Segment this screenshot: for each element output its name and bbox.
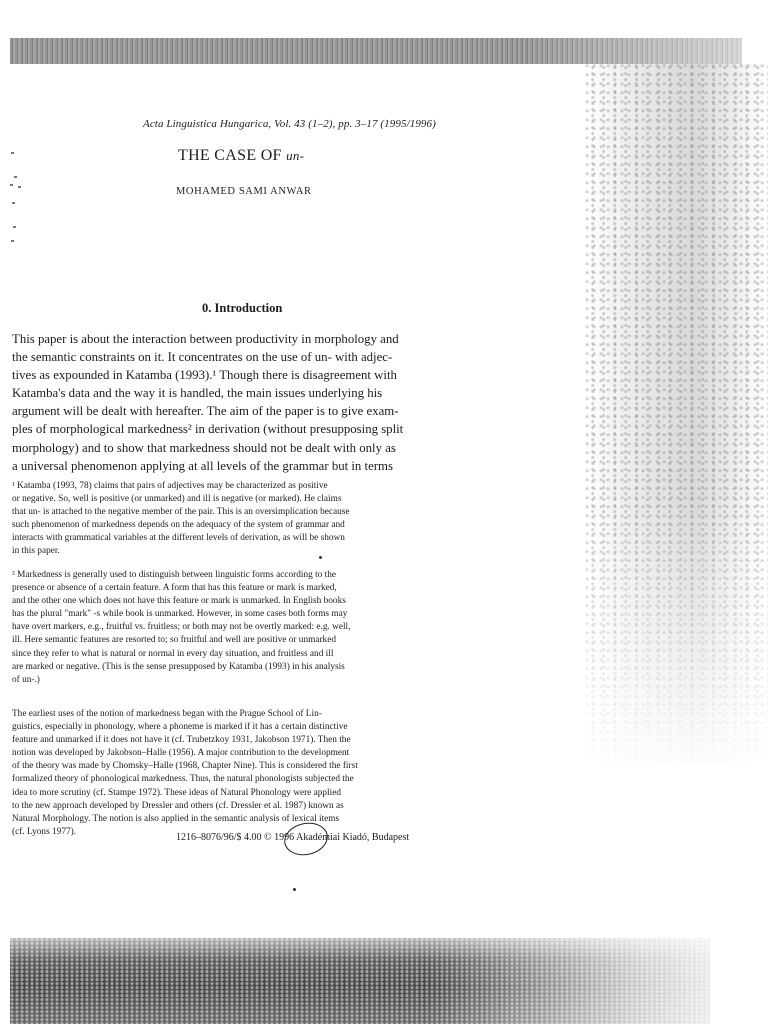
body-line: tives as expounded in Katamba (1993).¹ Though there is disagreement with [12,368,397,383]
footnote-line: such phenomenon of markedness depends on the adequacy of the system of grammar and [12,520,345,531]
footnote-line: to the new approach developed by Dressler and others (cf. Dressler et al. 1987) known as [12,800,344,811]
footnote-line: that un- is attached to the negative member of the pair. This is an oversimplication because [12,507,350,518]
section-heading: 0. Introduction [202,301,283,315]
body-line: morphology) and to show that markedness should not be dealt with only as [12,440,396,455]
footnote-line: are marked or negative. (This is the sense presupposed by Katamba (1993) in his analysis [12,661,345,672]
stray-dot [293,888,296,891]
footnote-line: (cf. Lyons 1977). [12,826,77,837]
paper-title-main: THE CASE OF [178,147,282,164]
footnote-line: The earliest uses of the notion of markedness began with the Prague School of Lin- [12,709,322,719]
footnote-line: ill. Here semantic features are resorted to; so fruitful and well are positive or unmarked [12,635,336,646]
stray-dot [319,556,322,559]
publication-footer: 1216–8076/96/$ 4.00 © 1996 Akadémiai Kiadó, Budapest [176,832,410,843]
body-line: the semantic constraints on it. It concentrates on the use of un- with adjec- [12,350,393,365]
footnote-line: Natural Morphology. The notion is also applied in the semantic analysis of lexical items [12,813,340,824]
paper-title [178,147,304,165]
body-line: ples of morphological markedness² in derivation (without presupposing split [12,422,404,437]
footnote-line: ¹ Katamba (1993, 78) claims that pairs of adjectives may be characterized as positive [12,481,328,491]
footnote-line: interacts with grammatical variables at the different levels of derivation, as will be shown [12,533,345,544]
footnote-line: of un-.) [12,674,40,685]
footnote-2-continuation [12,708,480,839]
author-name: MOHAMED SAMI ANWAR [176,186,312,197]
footnote-2 [12,569,480,687]
footnote-line: guistics, especially in phonology, where a phoneme is marked if it has a certain distinctive [12,722,348,733]
footnote-line: formalized theory of phonological markedness. Thus, the natural phonologists subjected the [12,774,354,785]
body-paragraph [12,330,482,475]
body-line: a universal phenomenon applying at all levels of the grammar but in terms [12,458,393,473]
footnote-line: presence or absence of a certain feature. A form that has this feature or mark is marked, [12,583,337,594]
journal-header: Acta Linguistica Hungarica, Vol. 43 (1–2), pp. 3–17 (1995/1996) [143,118,436,130]
paper-title-italic: un- [286,148,305,163]
footnote-line: notion was developed by Jakobson–Halle (1956). A major contribution to the development [12,748,350,759]
footnote-line: idea to more scrutiny (cf. Stampe 1972). These ideas of Natural Phonology were applied [12,787,341,798]
footnote-line: feature and unmarked if it does not have it (cf. Trubetzkoy 1931, Jakobson 1971). Then the [12,735,351,746]
footnote-line: in this paper. [12,546,60,557]
footnote-line: or negative. So, well is positive (or unmarked) and ill is negative (or marked). He claims [12,494,342,505]
footnote-line: and the other one which does not have this feature or mark is unmarked. In English books [12,596,346,607]
footnote-1 [12,480,480,559]
footnote-line: of the theory was made by Chomsky–Halle (1968, Chapter Nine). This is considered the first [12,761,358,772]
body-line: This paper is about the interaction between productivity in morphology and [12,332,399,346]
body-line: argument will be dealt with hereafter. The aim of the paper is to give exam- [12,404,399,419]
footnote-line: ² Markedness is generally used to distinguish between linguistic forms according to the [12,570,336,580]
body-line: Katamba's data and the way it is handled, the main issues underlying his [12,386,383,401]
footnote-line: has the plural "mark" -s while book is unmarked. However, in some cases both forms may [12,609,348,620]
footnote-line: since they refer to what is natural or normal in every day situation, and fruitless and ill [12,648,334,659]
footnote-line: have overt markers, e.g., fruitful vs. fruitless; or both may not be overtly marked: e.g. well, [12,622,351,633]
